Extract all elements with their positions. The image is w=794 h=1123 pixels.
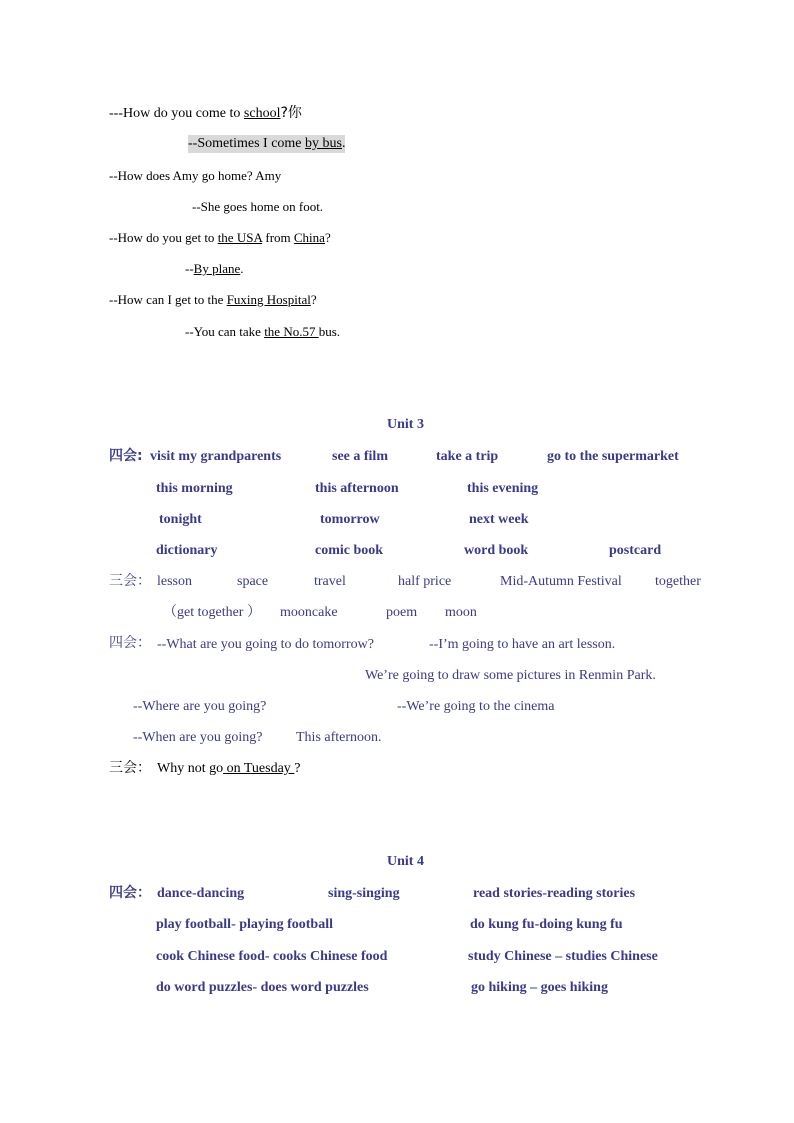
sentence: --When are you going? [133, 730, 263, 745]
unit-3-four-label-2 [109, 634, 151, 653]
dialogue-question-1 [109, 104, 302, 123]
dialogue-question-2: --How does Amy go home? Amy [109, 168, 282, 183]
text: bus. [318, 324, 341, 339]
vocab-item: do kung fu-doing kung fu [470, 917, 623, 932]
sentence [157, 760, 301, 778]
underlined-word: the No.57 [264, 324, 319, 339]
text: --How can I get to the [109, 292, 227, 307]
dialogue-answer-2: --She goes home on foot. [192, 199, 324, 214]
label: 三会： [109, 573, 151, 589]
dialogue-answer-4 [185, 323, 340, 341]
vocab-item: half price [398, 574, 452, 589]
vocab-item: lesson [157, 574, 192, 589]
underlined-word: school [243, 106, 281, 121]
sentence: We’re going to draw some pictures in Renmin Park. [365, 668, 656, 683]
vocab-item: dictionary [156, 543, 218, 558]
vocab-item: poem [386, 605, 418, 620]
underlined-word: China [293, 230, 325, 245]
vocab-item: cook Chinese food- cooks Chinese food [156, 949, 388, 964]
unit-4-title: Unit 4 [387, 854, 424, 869]
text: ---How do you come to [109, 106, 244, 121]
vocab-item: go hiking – goes hiking [471, 980, 608, 995]
label: 四会： [109, 635, 151, 651]
text: --How do you get to [109, 230, 218, 245]
text: ?你 [280, 105, 302, 121]
vocab-item: play football- playing football [156, 917, 333, 932]
vocab-item: this afternoon [315, 481, 399, 496]
vocab-item: travel [314, 574, 346, 589]
text: from [262, 230, 294, 245]
vocab-item: see a film [332, 449, 388, 464]
vocab-item: moon [445, 605, 477, 620]
vocab-item: comic book [315, 543, 384, 558]
vocab-item: visit my grandparents [150, 449, 282, 464]
vocab-item: postcard [609, 543, 662, 558]
label: 四会： [109, 885, 151, 901]
vocab-item: （get together ） [163, 605, 261, 620]
text: ? [310, 292, 317, 307]
vocab-item: go to the supermarket [547, 449, 679, 464]
dialogue-question-3 [109, 229, 331, 247]
text: Why not go [157, 761, 224, 776]
sentence: --Where are you going? [133, 699, 267, 714]
vocab-item: next week [469, 512, 529, 527]
vocab-item: mooncake [280, 605, 338, 620]
vocab-item: this evening [467, 481, 539, 496]
vocab-item: study Chinese – studies Chinese [468, 949, 658, 964]
label: 四会: [109, 448, 143, 464]
text: ? [294, 761, 301, 776]
unit-4-four-label [109, 884, 151, 903]
unit-3-three-label [109, 572, 151, 591]
sentence: This afternoon. [296, 730, 382, 745]
dialogue-answer-1 [188, 135, 345, 153]
vocab-item: dance-dancing [157, 886, 245, 901]
text: . [240, 261, 244, 276]
vocab-item: read stories-reading stories [473, 886, 636, 901]
text: --Sometimes I come [188, 136, 306, 151]
vocab-item: sing-singing [328, 886, 400, 901]
dialogue-question-4 [109, 291, 317, 309]
dialogue-answer-3 [185, 260, 244, 278]
text: ? [324, 230, 331, 245]
text: . [341, 136, 346, 151]
text: --You can take [185, 324, 265, 339]
underlined-word: By plane [193, 261, 241, 276]
vocab-item: space [237, 574, 269, 589]
unit-3-four-label [109, 447, 143, 466]
underlined-word: on Tuesday [223, 761, 295, 776]
vocab-item: together [655, 574, 701, 589]
unit-3-title: Unit 3 [387, 417, 424, 432]
vocab-item: do word puzzles- does word puzzles [156, 980, 369, 995]
underlined-word: Fuxing Hospital [226, 292, 311, 307]
underlined-word: the USA [217, 230, 263, 245]
vocab-item: this morning [156, 481, 233, 496]
sentence: --What are you going to do tomorrow? [157, 637, 374, 652]
underlined-word: by bus [305, 136, 342, 151]
vocab-item: Mid-Autumn Festival [500, 574, 622, 589]
text: -- [185, 261, 194, 276]
vocab-item: take a trip [436, 449, 499, 464]
vocab-item: word book [464, 543, 529, 558]
sentence: --We’re going to the cinema [397, 699, 555, 714]
sentence: --I’m going to have an art lesson. [429, 637, 616, 652]
vocab-item: tonight [159, 512, 202, 527]
unit-3-three-label-2 [109, 759, 151, 778]
label: 三会： [109, 760, 151, 776]
vocab-item: tomorrow [320, 512, 380, 527]
